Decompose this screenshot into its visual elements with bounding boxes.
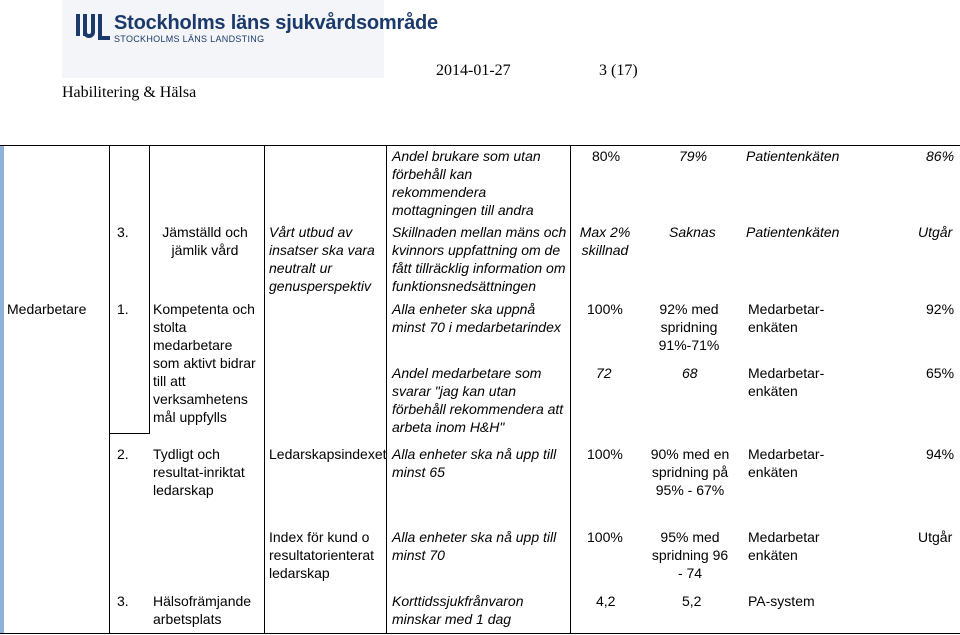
strategy-cell: Vårt utbud av insatser ska vara neutralt ur genusperspektiv bbox=[269, 224, 375, 294]
row-divider bbox=[109, 433, 150, 434]
table-top-border bbox=[0, 145, 960, 146]
outcome-cell: 94% bbox=[926, 446, 955, 462]
section-title: Habilitering & Hälsa bbox=[62, 84, 197, 101]
target-cell: 4,2 bbox=[596, 593, 616, 609]
logo-mark-icon bbox=[74, 12, 110, 42]
goal-cell: Kompetenta och stolta medarbetare som aktivt bidrar till att verksamhetens mål uppfylls bbox=[153, 301, 256, 425]
column-divider bbox=[570, 145, 571, 634]
logo-title: Stockholms läns sjukvårdsområde bbox=[114, 12, 438, 34]
result-cell: 79% bbox=[679, 148, 708, 164]
outcome-cell: 92% bbox=[926, 301, 955, 317]
source-cell: Medarbetar-enkäten bbox=[748, 446, 825, 480]
goal-cell: Hälsofrämjande arbetsplats bbox=[153, 593, 252, 627]
goal-number: 3. bbox=[117, 593, 129, 609]
goal-number: 2. bbox=[117, 446, 129, 462]
target-cell: 100% bbox=[587, 529, 623, 545]
indicator-cell: Skillnaden mellan mäns och kvinnors uppfattning om de fått tillräcklig information om funktionsnedsättningen bbox=[392, 224, 567, 294]
indicator-cell: Alla enheter ska uppnå minst 70 i medarbetarindex bbox=[392, 301, 561, 335]
table-left-border bbox=[0, 146, 4, 633]
logo-subtitle: STOCKHOLMS LÄNS LANDSTING bbox=[114, 34, 265, 44]
target-cell: 80% bbox=[592, 148, 621, 164]
result-cell: 92% med spridning 91%-71% bbox=[658, 301, 720, 353]
target-cell: 100% bbox=[587, 446, 623, 462]
source-cell: Medarbetar enkäten bbox=[748, 529, 820, 563]
column-divider bbox=[264, 145, 265, 634]
outcome-cell: Utgår bbox=[918, 529, 953, 545]
goal-cell: Jämställd och jämlik vård bbox=[162, 224, 248, 258]
goal-number: 1. bbox=[117, 301, 129, 317]
source-cell: Patientenkäten bbox=[746, 148, 840, 164]
organization-logo bbox=[62, 0, 438, 78]
column-divider bbox=[386, 145, 387, 634]
target-cell: 100% bbox=[587, 301, 623, 317]
result-cell: Saknas bbox=[669, 224, 716, 240]
indicator-cell: Andel brukare som utan förbehåll kan rekommendera mottagningen till andra bbox=[392, 148, 541, 218]
indicator-cell: Andel medarbetare som svarar "jag kan utan förbehåll rekommendera att arbeta inom H&H" bbox=[392, 365, 564, 435]
column-divider bbox=[109, 145, 110, 634]
page-number: 3 (17) bbox=[599, 62, 638, 79]
column-divider bbox=[149, 145, 150, 434]
perspective-label: Medarbetare bbox=[7, 301, 87, 317]
result-cell: 90% med en spridning på 95% - 67% bbox=[650, 446, 730, 498]
result-cell: 5,2 bbox=[682, 593, 702, 609]
indicator-cell: Alla enheter ska nå upp till minst 65 bbox=[392, 446, 557, 480]
strategy-cell: Ledarskapsindexet bbox=[269, 446, 387, 462]
outcome-cell: Utgår bbox=[918, 224, 953, 240]
target-cell: 72 bbox=[596, 365, 612, 381]
source-cell: PA-system bbox=[748, 593, 815, 609]
strategy-cell: Index för kund o resultatorienterat ledarskap bbox=[269, 529, 375, 581]
document-date: 2014-01-27 bbox=[436, 62, 511, 79]
indicator-cell: Korttidssjukfrånvaron minskar med 1 dag bbox=[392, 593, 524, 627]
source-cell: Medarbetar-enkäten bbox=[748, 301, 825, 335]
outcome-cell: 65% bbox=[926, 365, 955, 381]
source-cell: Medarbetar-enkäten bbox=[748, 365, 825, 399]
table-bottom-border bbox=[0, 633, 960, 634]
target-cell: Max 2% skillnad bbox=[579, 224, 631, 258]
result-cell: 95% med spridning 96 - 74 bbox=[651, 529, 729, 581]
goal-cell: Tydligt och resultat-inriktat ledarskap bbox=[153, 446, 245, 498]
source-cell: Patientenkäten bbox=[746, 224, 840, 240]
goal-number: 3. bbox=[117, 224, 129, 240]
indicator-cell: Alla enheter ska nå upp till minst 70 bbox=[392, 529, 557, 563]
result-cell: 68 bbox=[682, 365, 698, 381]
outcome-cell: 86% bbox=[926, 148, 955, 164]
